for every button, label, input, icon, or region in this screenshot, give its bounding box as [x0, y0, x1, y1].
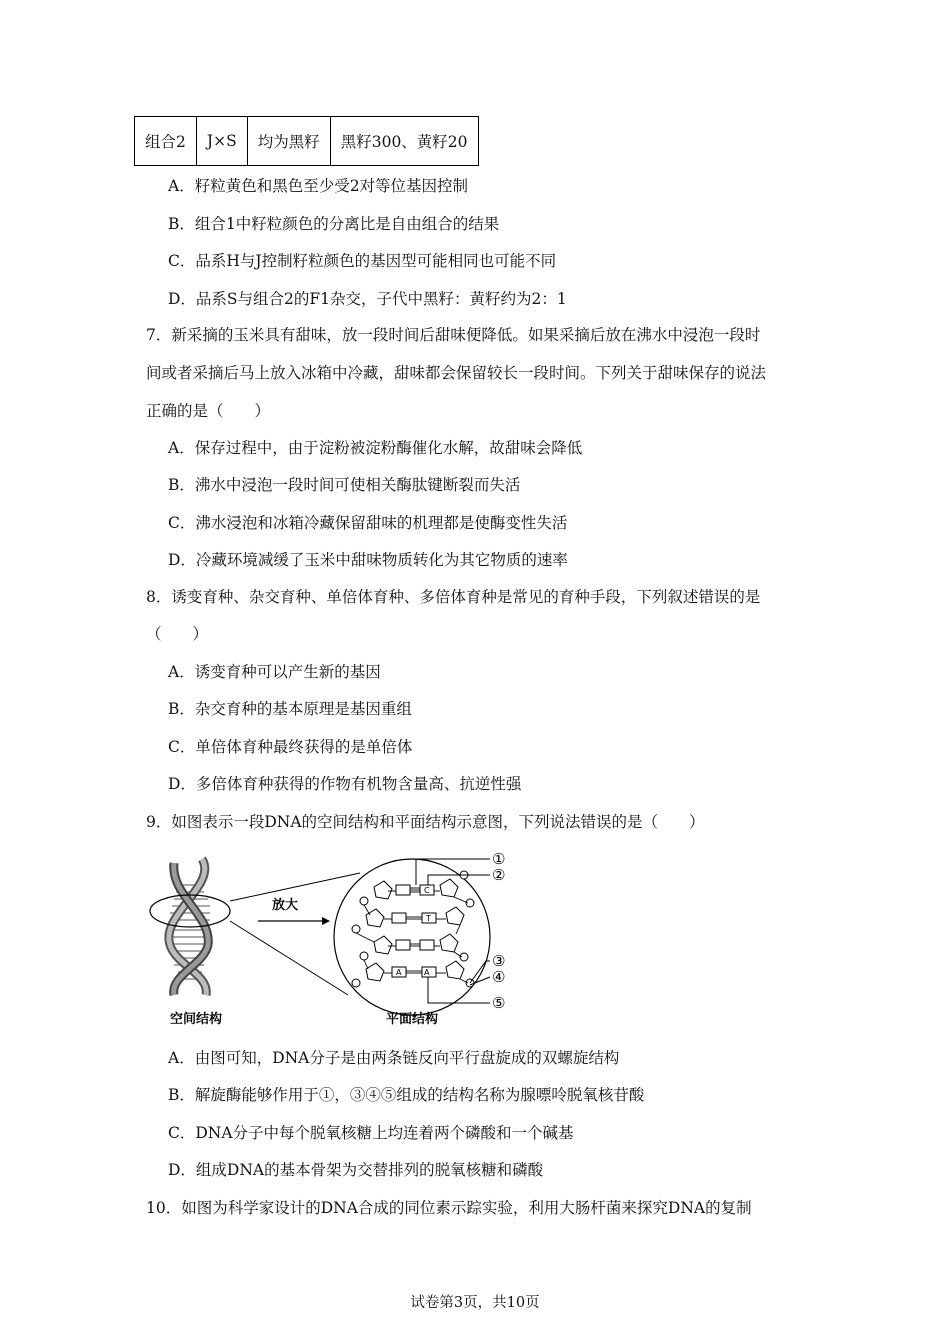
q8-stem-line-2: （ ） [146, 625, 209, 643]
q8-option-c: C．单倍体育种最终获得的是单倍体 [168, 738, 413, 756]
q7-stem-line-1: 7．新采摘的玉米具有甜味，放一段时间后甜味便降低。如果采摘后放在沸水中浸泡一段时 [146, 326, 761, 344]
arrow-label: 放大 [272, 898, 299, 913]
callout-label: ③ [492, 952, 506, 970]
base-label: C [424, 886, 430, 895]
q6-option-d: D．品系S与组合2的F1杂交，子代中黑籽：黄籽约为2：1 [168, 290, 567, 308]
q8-stem-line-1: 8．诱变育种、杂交育种、单倍体育种、多倍体育种是常见的育种手段，下列叙述错误的是 [146, 588, 761, 606]
q7-option-b: B．沸水中浸泡一段时间可使相关酶肽键断裂而失活 [168, 476, 521, 494]
callout-label: ④ [492, 968, 506, 986]
q7-option-d: D．冷藏环境减缓了玉米中甜味物质转化为其它物质的速率 [168, 551, 568, 569]
magnified-circle [334, 859, 490, 1015]
base-label: A [396, 968, 402, 977]
q7-stem-line-3: 正确的是（ ） [146, 402, 271, 420]
genetics-cross-table [134, 116, 479, 166]
q9-option-b: B．解旋酶能够作用于①，③④⑤组成的结构名称为腺嘌呤脱氧核苷酸 [168, 1086, 645, 1104]
callout-label: ② [492, 866, 506, 884]
q6-option-a: A．籽粒黄色和黑色至少受2对等位基因控制 [168, 177, 469, 195]
base-label: T [426, 914, 431, 923]
q8-option-b: B．杂交育种的基本原理是基因重组 [168, 700, 412, 718]
q7-option-a: A．保存过程中，由于淀粉被淀粉酶催化水解，故甜味会降低 [168, 439, 583, 457]
arrow-head-icon [322, 917, 330, 925]
dna-structure-figure [140, 845, 530, 1035]
q7-option-c: C．沸水浸泡和冰箱冷藏保留甜味的机理都是使酶变性失活 [168, 514, 568, 532]
table-cell: 均为黑籽 [247, 117, 330, 166]
q8-option-a: A．诱变育种可以产生新的基因 [168, 663, 381, 681]
q7-stem-line-2: 间或者采摘后马上放入冰箱中冷藏，甜味都会保留较长一段时间。下列关于甜味保存的说法 [146, 364, 767, 382]
q9-option-a: A．由图可知，DNA分子是由两条链反向平行盘旋成的双螺旋结构 [168, 1049, 620, 1067]
q9-option-c: C．DNA分子中每个脱氧核糖上均连着两个磷酸和一个碱基 [168, 1124, 574, 1142]
callout-label: ⑤ [492, 994, 506, 1012]
q10-stem: 10．如图为科学家设计的DNA合成的同位素示踪实验，利用大肠杆菌来探究DNA的复制 [146, 1199, 752, 1217]
callout-label: ① [492, 850, 506, 868]
table-cell: J×S [196, 117, 247, 166]
q6-option-b: B．组合1中籽粒颜色的分离比是自由组合的结果 [168, 215, 500, 233]
table-row [135, 117, 479, 166]
page-footer: 试卷第3页，共10页 [410, 1295, 540, 1311]
q9-option-d: D．组成DNA的基本骨架为交替排列的脱氧核糖和磷酸 [168, 1161, 544, 1179]
table-cell: 组合2 [135, 117, 197, 166]
table-cell: 黑籽300、黄籽20 [330, 117, 478, 166]
left-caption: 空间结构 [170, 1012, 223, 1027]
q6-option-c: C．品系H与J控制籽粒颜色的基因型可能相同也可能不同 [168, 252, 557, 270]
right-caption: 平面结构 [386, 1012, 439, 1027]
q8-option-d: D．多倍体育种获得的作物有机物含量高、抗逆性强 [168, 775, 522, 793]
q9-stem: 9．如图表示一段DNA的空间结构和平面结构示意图，下列说法错误的是（ ） [146, 813, 705, 831]
base-label: A [424, 968, 430, 977]
